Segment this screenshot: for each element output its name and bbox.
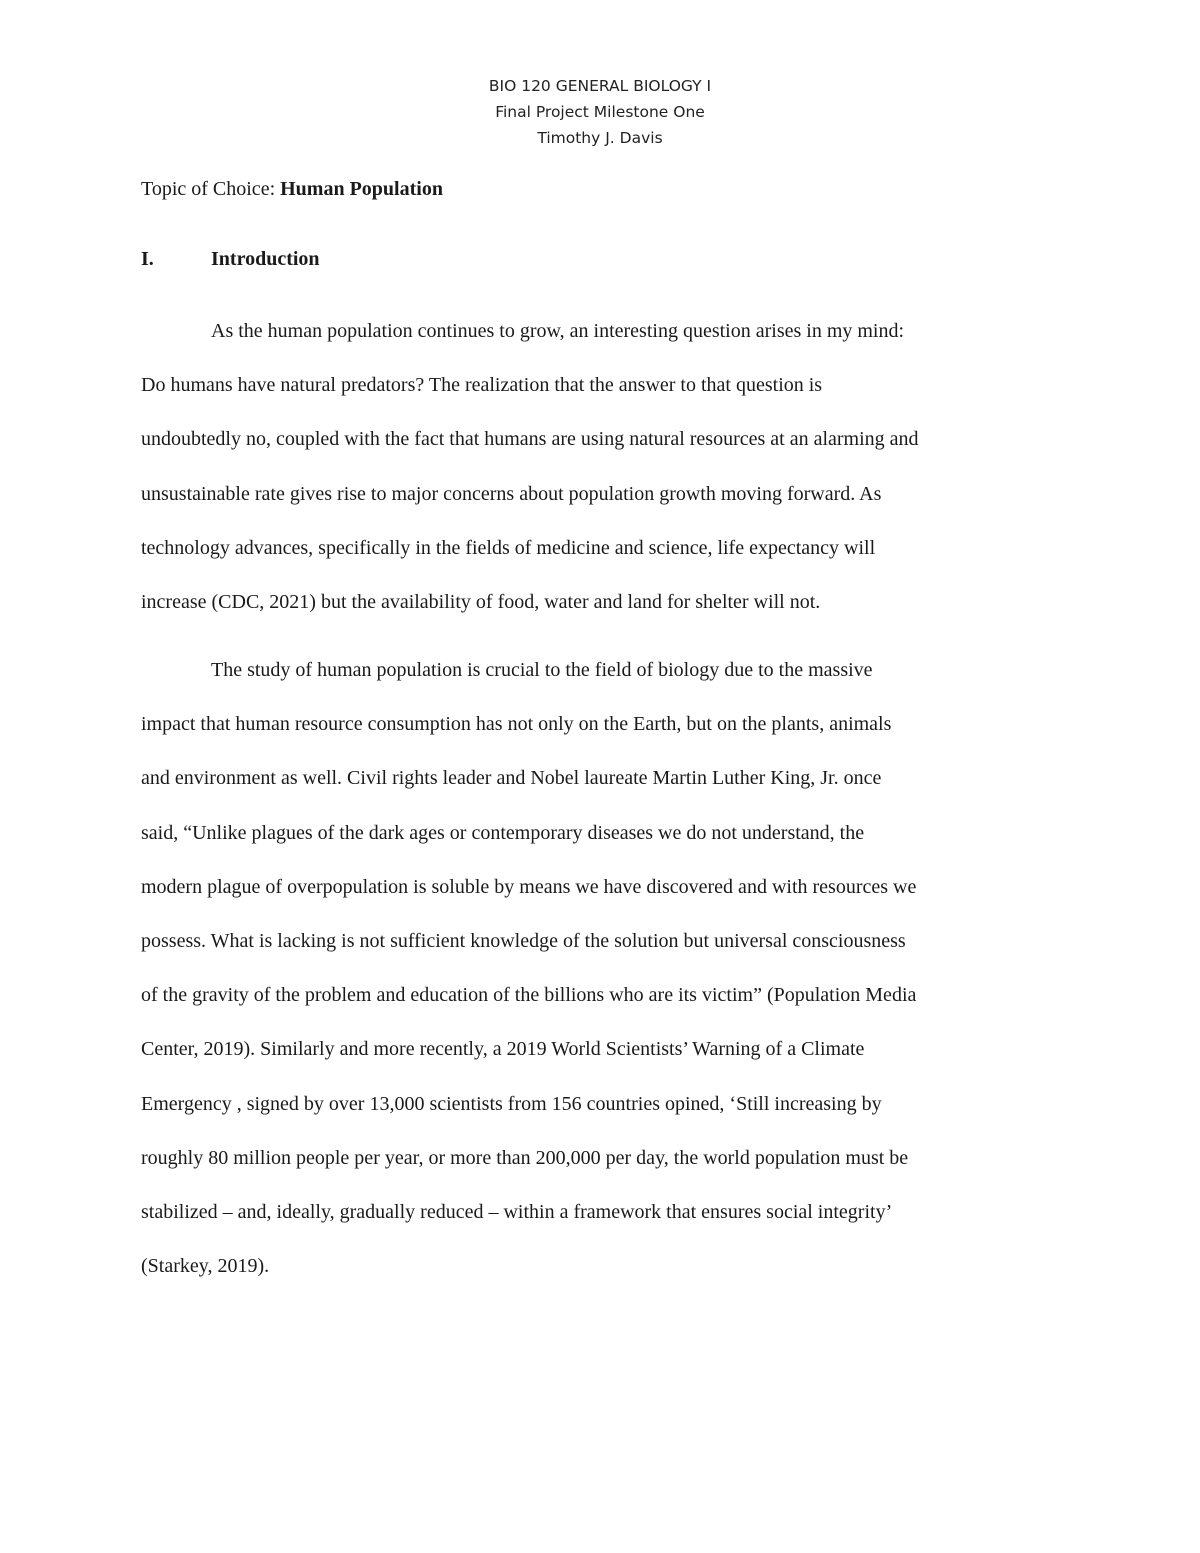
paragraph-line: Do humans have natural predators? The realization that the answer to that question is bbox=[141, 374, 823, 397]
paragraph-line: stabilized – and, ideally, gradually reduced – within a framework that ensures social integrity’ bbox=[141, 1200, 893, 1223]
paragraph-line: Center, 2019). Similarly and more recently, a 2019 World Scientists’ Warning of a Climate bbox=[141, 1038, 865, 1061]
topic-label: Topic of Choice: bbox=[141, 178, 276, 200]
paragraph-line: said, “Unlike plagues of the dark ages or contemporary diseases we do not understand, the bbox=[141, 821, 865, 844]
paragraph-line: increase (CDC, 2021) but the availability of food, water and land for shelter will not. bbox=[141, 590, 821, 613]
paragraph-line: The study of human population is crucial to the field of biology due to the massive bbox=[211, 659, 873, 681]
topic-line bbox=[141, 178, 443, 201]
paragraph-line: undoubtedly no, coupled with the fact that humans are using natural resources at an alarming and bbox=[141, 428, 919, 451]
paragraph-line: possess. What is lacking is not sufficient knowledge of the solution but universal consciousness bbox=[141, 929, 906, 952]
paragraph-line: of the gravity of the problem and education of the billions who are its victim” (Population Media bbox=[141, 984, 917, 1007]
paragraph-line: (Starkey, 2019). bbox=[141, 1255, 270, 1278]
topic-value: Human Population bbox=[280, 178, 443, 200]
paragraph-line: and environment as well. Civil rights leader and Nobel laureate Martin Luther King, Jr. once bbox=[141, 767, 882, 790]
paragraph-line: As the human population continues to grow, an interesting question arises in my mind: bbox=[211, 320, 905, 342]
document-header bbox=[0, 73, 1200, 151]
paragraph-line: roughly 80 million people per year, or more than 200,000 per day, the world population must be bbox=[141, 1146, 909, 1169]
paragraph-line: technology advances, specifically in the fields of medicine and science, life expectancy will bbox=[141, 536, 876, 559]
paragraph-line: Emergency , signed by over 13,000 scientists from 156 countries opined, ‘Still increasing by bbox=[141, 1092, 882, 1115]
section-title: Introduction bbox=[211, 248, 320, 270]
paragraph-line: impact that human resource consumption has not only on the Earth, but on the plants, animals bbox=[141, 713, 892, 736]
author-name: Timothy J. Davis bbox=[537, 129, 663, 147]
section-number: I. bbox=[141, 248, 154, 270]
paragraph-line: unsustainable rate gives rise to major concerns about population growth moving forward. As bbox=[141, 482, 882, 505]
course-title: BIO 120 GENERAL BIOLOGY I bbox=[488, 77, 712, 95]
paragraph-line: modern plague of overpopulation is soluble by means we have discovered and with resources we bbox=[141, 875, 917, 898]
paragraph-1 bbox=[141, 304, 1059, 629]
assignment-title: Final Project Milestone One bbox=[495, 103, 705, 121]
paragraph-2 bbox=[141, 643, 1059, 1293]
